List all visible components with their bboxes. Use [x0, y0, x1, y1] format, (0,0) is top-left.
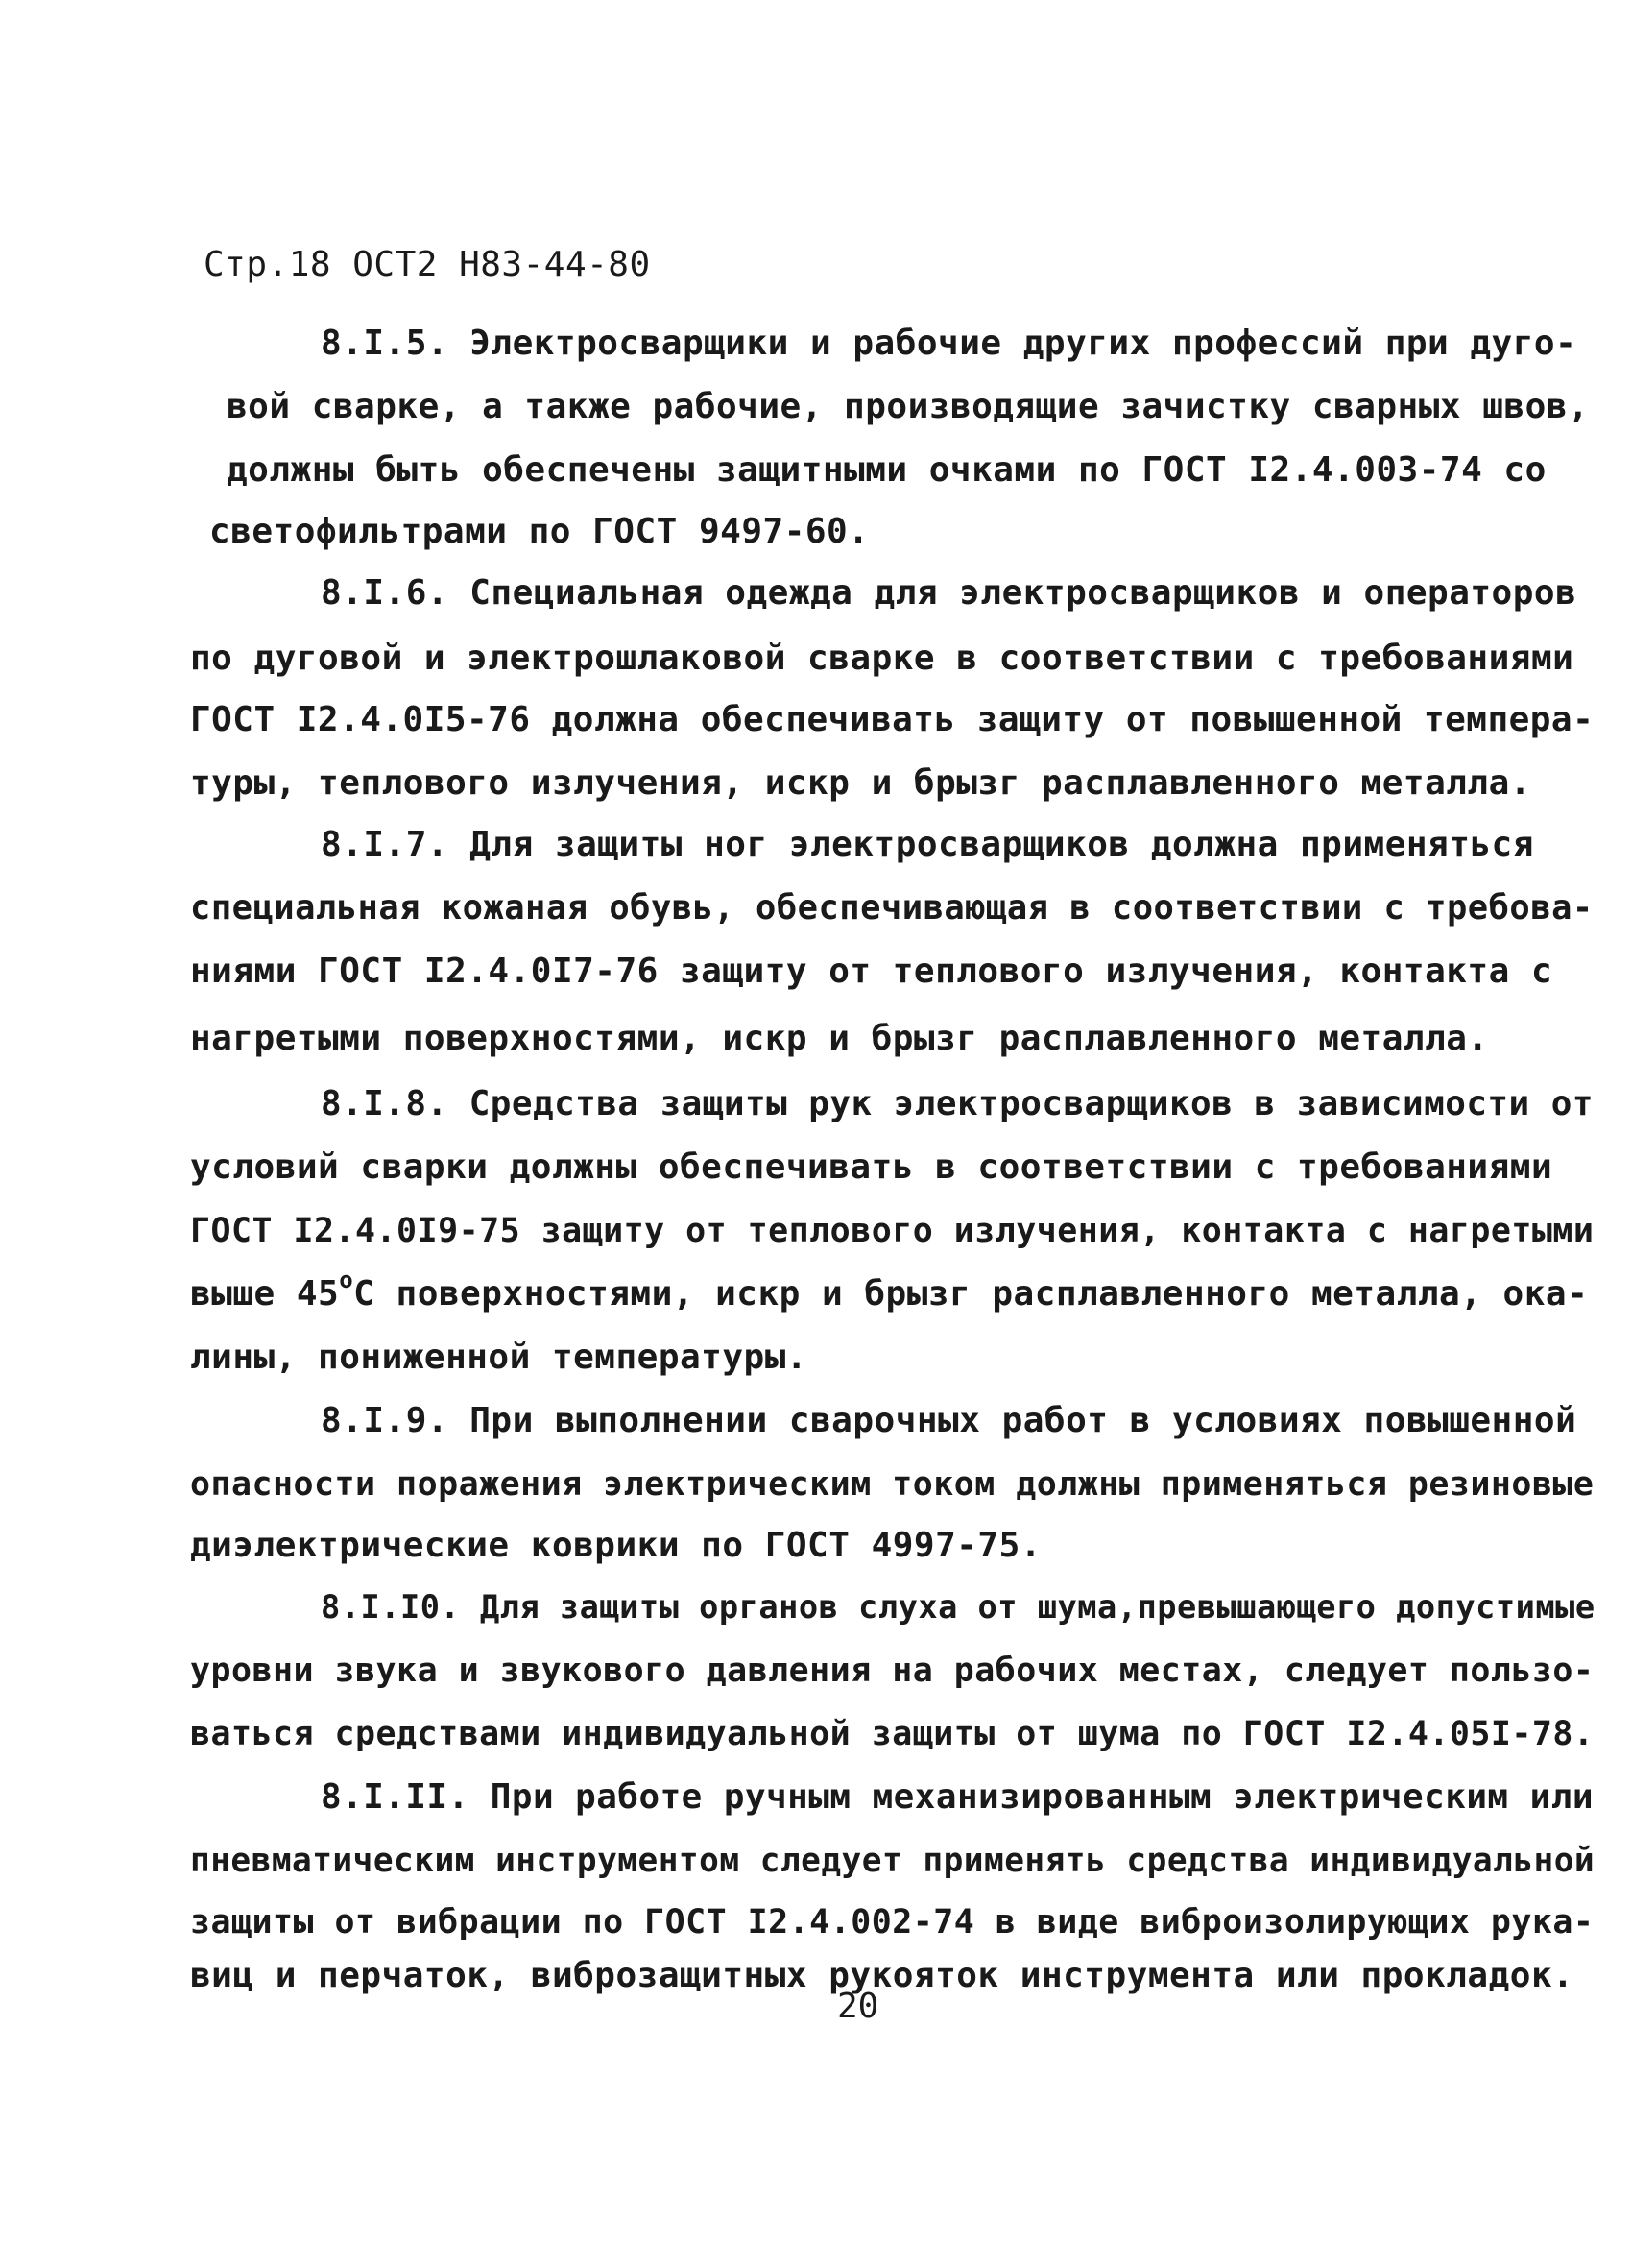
text-line: 8.I.7. Для защиты ног электросварщиков должна применяться: [321, 825, 1534, 864]
text-line: ГОСТ I2.4.0I5-76 должна обеспечивать защиту от повышенной темпера-: [190, 700, 1595, 739]
text-line: вой сварке, а также рабочие, производящие зачистку сварных швов,: [227, 387, 1590, 426]
text-segment: выше 45: [190, 1274, 340, 1314]
text-line: 8.I.I0. Для защиты органов слуха от шума,превышающего допустимые: [321, 1588, 1596, 1626]
text-line: [190, 1267, 1589, 1317]
text-line: уровни звука и звукового давления на рабочих местах, следует пользо-: [190, 1652, 1595, 1690]
text-line: 8.I.6. Специальная одежда для электросварщиков и операторов: [321, 573, 1577, 613]
text-line: специальная кожаная обувь, обеспечивающая в соответствии с требова-: [190, 888, 1594, 928]
text-line: 8.I.9. При выполнении сварочных работ в условиях повышенной: [321, 1401, 1577, 1440]
text-line: виц и перчаток, виброзащитных рукояток инструмента или прокладок.: [190, 1956, 1574, 1995]
text-line: ниями ГОСТ I2.4.0I7-76 защиту от теплового излучения, контакта с: [190, 952, 1553, 991]
text-line: условий сварки должны обеспечивать в соответствии с требованиями: [190, 1147, 1553, 1187]
text-line: пневматическим инструментом следует применять средства индивидуальной: [190, 1842, 1596, 1880]
text-segment: С поверхностями, искр и брызг расплавленного металла, ока-: [353, 1274, 1589, 1314]
text-line: нагретыми поверхностями, искр и брызг расплавленного металла.: [190, 1019, 1489, 1058]
text-line: лины, пониженной температуры.: [190, 1338, 808, 1377]
text-line: светофильтрами по ГОСТ 9497-60.: [209, 512, 870, 551]
text-line: 8.I.8. Средства защиты рук электросварщиков в зависимости от: [321, 1084, 1594, 1123]
text-line: опасности поражения электрическим током должны применяться резиновые: [190, 1465, 1595, 1504]
text-line: ГОСТ I2.4.0I9-75 защиту от теплового излучения, контакта с нагретыми: [190, 1212, 1595, 1250]
text-line: диэлектрические коврики по ГОСТ 4997-75.: [190, 1526, 1042, 1565]
text-line: туры, теплового излучения, искр и брызг расплавленного металла.: [190, 763, 1531, 803]
degree-superscript: о: [339, 1267, 354, 1293]
text-line: ваться средствами индивидуальной защиты от шума по ГОСТ I2.4.05I-78.: [190, 1715, 1595, 1753]
text-line: 8.I.II. При работе ручным механизированным электрическим или: [321, 1777, 1594, 1817]
text-line: должны быть обеспечены защитными очками по ГОСТ I2.4.003-74 со: [227, 450, 1547, 490]
page-header: Стр.18 ОСТ2 Н83-44-80: [204, 245, 651, 284]
page-number: 20: [837, 1987, 879, 2026]
text-line: защиты от вибрации по ГОСТ I2.4.002-74 в виде виброизолирующих рука-: [190, 1903, 1595, 1942]
text-line: по дуговой и электрошлаковой сварке в соответствии с требованиями: [190, 639, 1574, 678]
text-line: 8.I.5. Электросварщики и рабочие других профессий при дуго-: [321, 324, 1577, 363]
